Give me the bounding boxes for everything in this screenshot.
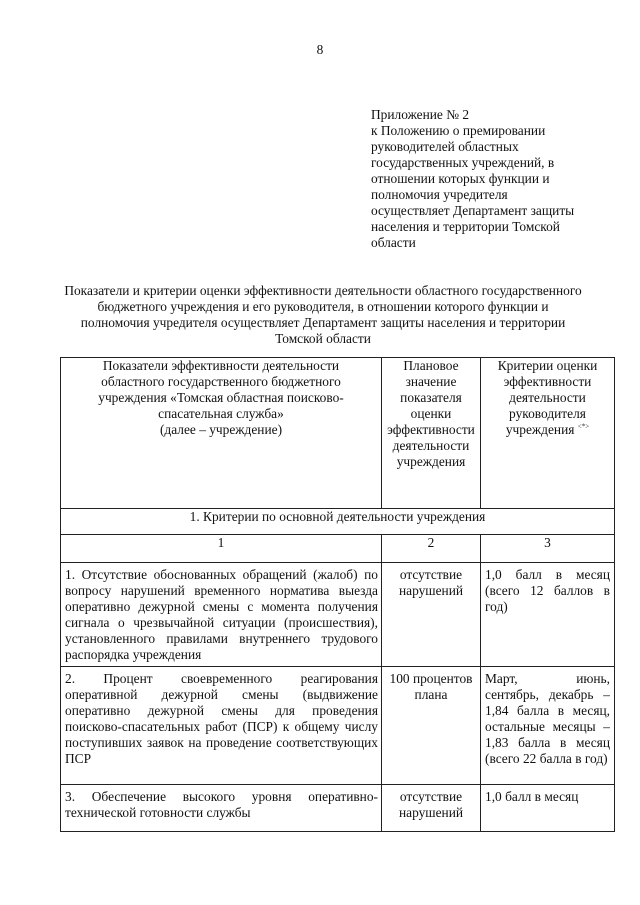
plan-text: отсутствие нарушений <box>398 789 464 820</box>
header-line-text: учреждения <box>505 422 575 437</box>
document-title <box>58 283 588 347</box>
column-number-row <box>61 535 615 563</box>
criteria-cell <box>481 785 615 832</box>
header-indicators <box>61 358 382 509</box>
page-number: 8 <box>316 42 324 57</box>
plan-text: 100 процентов плана <box>389 671 473 702</box>
section-title: 1. Критерии по основной деятельности учреждения <box>61 509 615 535</box>
plan-cell <box>382 563 481 667</box>
header-line: эффективности <box>387 422 475 437</box>
criteria-text: 1,0 балл в месяц (всего 12 баллов в год) <box>485 567 610 614</box>
header-line: руководителя <box>509 406 586 421</box>
column-number: 3 <box>481 535 615 563</box>
column-number: 1 <box>61 535 382 563</box>
appendix-line: к Положению о премировании <box>371 123 546 138</box>
appendix-block <box>371 107 601 251</box>
title-line: полномочия учредителя осуществляет Департамент защиты населения и территории <box>80 315 566 330</box>
appendix-line: области <box>371 235 416 250</box>
indicator-cell <box>61 563 382 667</box>
header-criteria <box>481 358 615 509</box>
header-line <box>487 422 608 438</box>
header-line: Плановое <box>403 358 459 373</box>
plan-text: отсутствие нарушений <box>398 567 464 598</box>
appendix-line: Приложение № 2 <box>371 107 470 122</box>
appendix-line: населения и территории Томской <box>371 219 560 234</box>
header-line: показателя <box>400 390 462 405</box>
column-number: 2 <box>382 535 481 563</box>
table-row <box>61 785 615 832</box>
header-line: спасательная служба» <box>158 406 284 421</box>
criteria-text: 1,0 балл в месяц <box>485 789 579 804</box>
header-line: оценки <box>410 406 452 421</box>
footnote-marker: <*> <box>577 422 590 431</box>
title-line: Томской области <box>275 331 371 346</box>
header-line: учреждения <box>396 454 466 469</box>
header-line: учреждения «Томская областная поисково- <box>98 390 344 405</box>
table-row <box>61 563 615 667</box>
appendix-line: полномочия учредителя <box>371 187 508 202</box>
criteria-cell <box>481 667 615 785</box>
header-line: деятельности <box>509 390 586 405</box>
header-line: Критерии оценки <box>497 358 598 373</box>
title-line: Показатели и критерии оценки эффективности деятельности областного государственного <box>64 283 582 298</box>
header-line: деятельности <box>392 438 470 453</box>
indicator-cell <box>61 785 382 832</box>
plan-cell <box>382 667 481 785</box>
criteria-text: Март, июнь, сентябрь, декабрь – 1,84 балла в месяц, остальные месяцы – 1,83 балла в месяц (всего 22 балла в год) <box>485 671 610 766</box>
header-line: (далее – учреждение) <box>159 422 283 437</box>
header-line: Показатели эффективности деятельности <box>102 358 340 373</box>
indicator-cell <box>61 667 382 785</box>
header-plan-value <box>382 358 481 509</box>
title-line: бюджетного учреждения и его руководителя, в отношении которого функции и <box>97 299 549 314</box>
criteria-cell <box>481 563 615 667</box>
indicator-text: 2. Процент своевременного реагирования оперативной дежурной смены (выдвижение оперативно дежурной смены для проведения поисково-спасательных работ (ПСР) к общему числу поступивших заявок на проведение соответствующих ПСР <box>65 671 378 766</box>
table-row <box>61 667 615 785</box>
appendix-line: осуществляет Департамент защиты <box>371 203 575 218</box>
indicator-text: 3. Обеспечение высокого уровня оперативно-технической готовности службы <box>65 789 378 820</box>
appendix-line: руководителей областных <box>371 139 519 154</box>
indicator-text: 1. Отсутствие обоснованных обращений (жалоб) по вопросу нарушений временного норматива выезда оперативно дежурной смены с момента получения сигнала о чрезвычайной ситуации (происшествия), установленного правилами внутреннего трудового распорядка учреждения <box>65 567 378 662</box>
section-row <box>61 509 615 535</box>
header-line: областного государственного бюджетного <box>101 374 341 389</box>
plan-cell <box>382 785 481 832</box>
header-line: значение <box>405 374 457 389</box>
table-header-row <box>61 358 615 509</box>
appendix-line: государственных учреждений, в <box>371 155 555 170</box>
indicators-table <box>60 357 615 832</box>
appendix-line: отношении которых функции и <box>371 171 550 186</box>
header-line: эффективности <box>503 374 592 389</box>
